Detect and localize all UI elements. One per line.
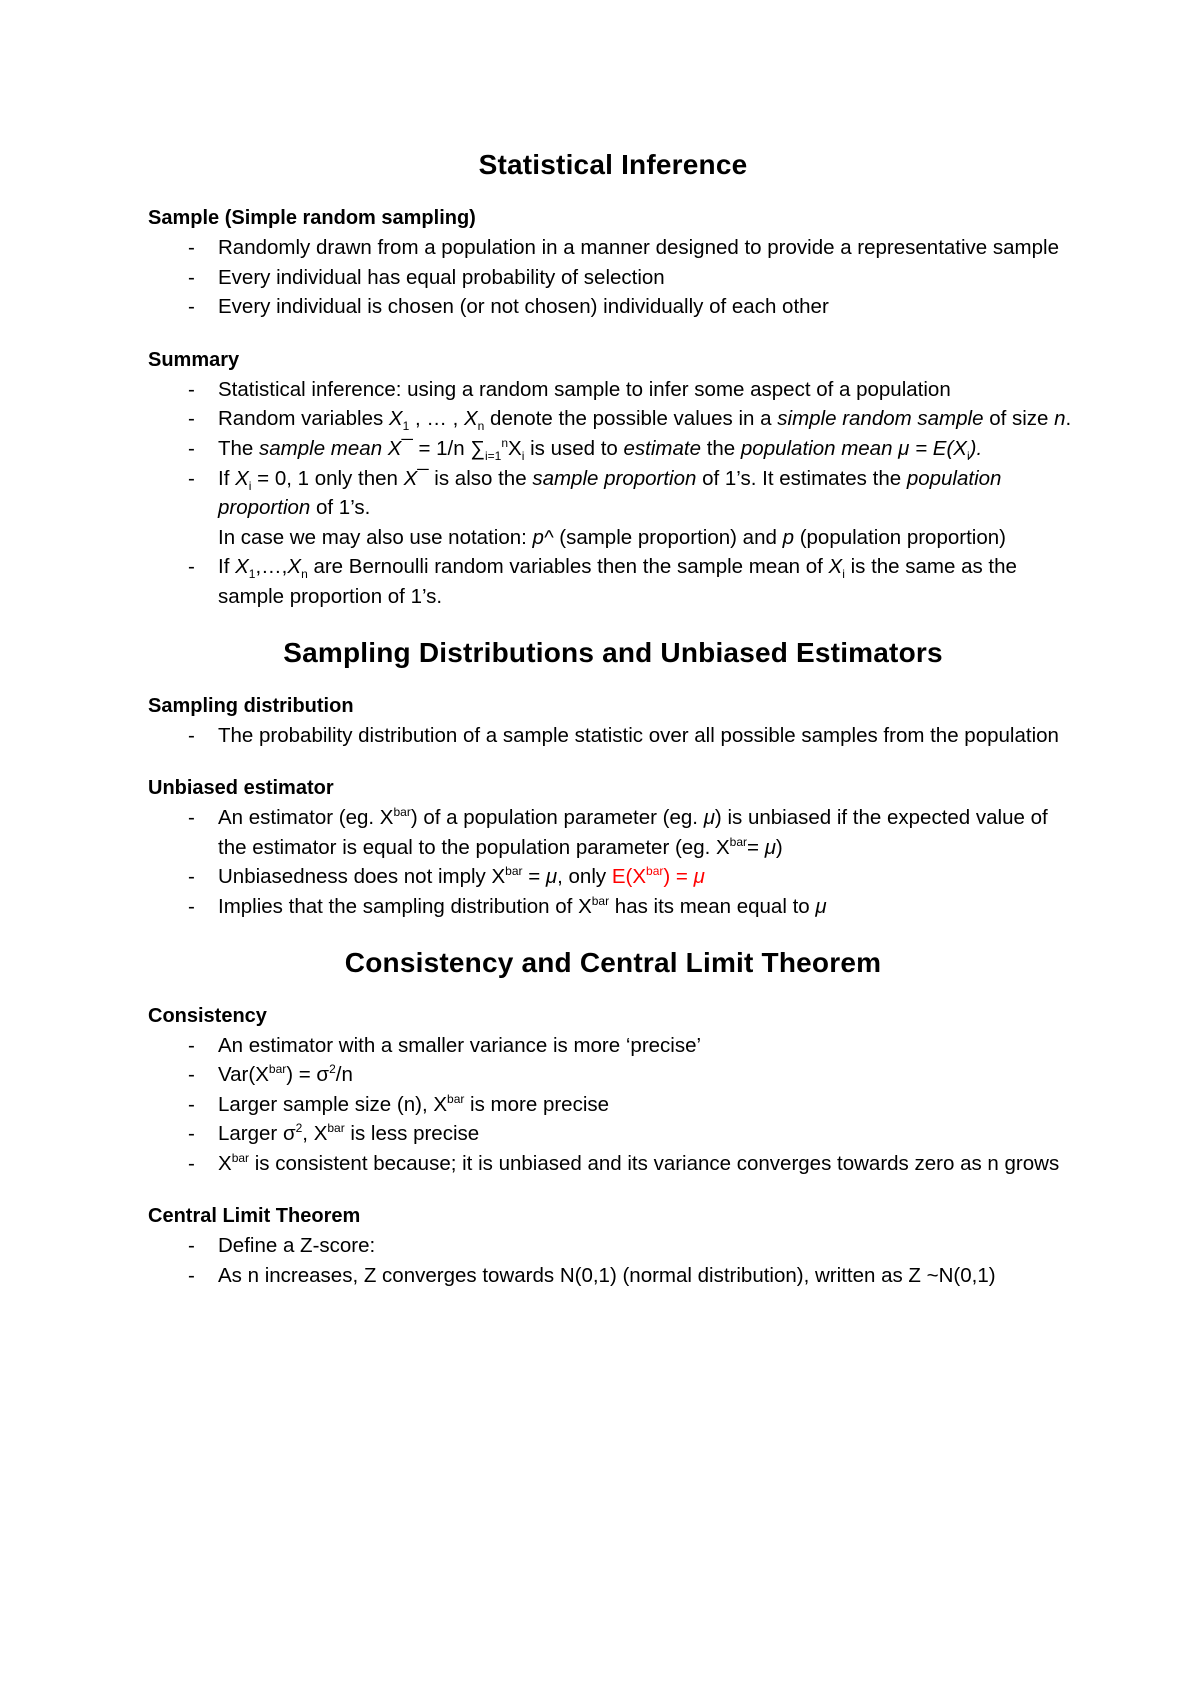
list-summary bbox=[148, 375, 1078, 612]
heading-unbiased-estimator: Unbiased estimator bbox=[148, 777, 334, 800]
text-run: An estimator (eg. X bbox=[218, 806, 394, 830]
subscript: i bbox=[966, 449, 970, 464]
superscript: bar bbox=[231, 1151, 250, 1166]
text-run: X bbox=[218, 1151, 232, 1175]
list-consistency bbox=[148, 1031, 1078, 1179]
list-item bbox=[148, 434, 1078, 464]
text-run: In case we may also use notation: bbox=[218, 525, 533, 549]
math-var: X bbox=[235, 466, 249, 490]
math-var: p^ bbox=[532, 525, 554, 549]
emphasis: population proportion bbox=[218, 466, 1002, 520]
text-run: is more precise bbox=[464, 1092, 610, 1116]
math-var: μ bbox=[693, 865, 705, 889]
text-run: (sample proportion) and bbox=[553, 525, 783, 549]
list-item bbox=[148, 1149, 1078, 1179]
math-var: X bbox=[828, 555, 843, 579]
highlight-text: E(X bbox=[611, 865, 647, 889]
subscript: i bbox=[248, 478, 252, 493]
subscript: n bbox=[477, 419, 485, 434]
list-item bbox=[148, 1060, 1078, 1090]
math-var: X bbox=[287, 555, 302, 579]
text-run: , only bbox=[557, 865, 612, 889]
text-run: has its mean equal to bbox=[609, 894, 816, 918]
math-var: μ bbox=[764, 835, 776, 859]
emphasis: ). bbox=[969, 436, 983, 460]
title-consistency-clt: Consistency and Central Limit Theorem bbox=[344, 946, 882, 978]
text-run: = bbox=[522, 865, 546, 889]
list-unbiased-estimator bbox=[148, 803, 1078, 921]
emphasis: sample mean X bbox=[259, 436, 402, 460]
list-item: - As n increases, Z converges towards N(0,1) (normal distribution), written as Z ~N(0,1) bbox=[148, 1261, 1078, 1291]
text-run: Larger σ bbox=[218, 1122, 296, 1146]
text-run: If bbox=[218, 555, 236, 579]
text-run: of size bbox=[983, 407, 1055, 431]
text-run: is also the bbox=[428, 466, 533, 490]
text-run: is used to bbox=[524, 436, 624, 460]
subscript: i bbox=[521, 449, 525, 464]
math-var: X bbox=[388, 407, 403, 431]
text-run: = 1/n ∑ bbox=[412, 436, 485, 460]
math-var: X bbox=[235, 555, 249, 579]
text-run: /n bbox=[335, 1063, 353, 1087]
list-item bbox=[148, 1119, 1078, 1149]
superscript: bar bbox=[646, 864, 664, 879]
math-var: μ bbox=[703, 806, 715, 830]
math-var: n bbox=[1054, 407, 1066, 431]
text-run: denote the possible values in a bbox=[484, 407, 778, 431]
list-item bbox=[148, 862, 1078, 892]
text-run: ) of a population parameter (eg. bbox=[410, 806, 704, 830]
math-var: μ bbox=[545, 865, 558, 889]
text-run: ) bbox=[775, 835, 783, 859]
text-run: of 1’s. It estimates the bbox=[696, 466, 907, 490]
list-item: - Randomly drawn from a population in a manner designed to provide a representative sample bbox=[148, 233, 1078, 263]
list-item: - Every individual is chosen (or not chosen) individually of each other bbox=[148, 292, 1078, 322]
text-run: Var(X bbox=[218, 1063, 269, 1087]
superscript: 2 bbox=[295, 1121, 303, 1136]
text-run: of 1’s. bbox=[310, 496, 371, 520]
emphasis: population mean μ = E(X bbox=[740, 436, 967, 460]
text-run: X bbox=[508, 436, 522, 460]
superscript: bar bbox=[327, 1121, 345, 1136]
heading-sampling-distribution: Sampling distribution bbox=[148, 694, 354, 717]
math-var: μ bbox=[815, 894, 827, 918]
text-run: Implies that the sampling distribution of X bbox=[218, 894, 592, 918]
superscript: n bbox=[501, 436, 509, 451]
text-run: If bbox=[218, 466, 236, 490]
heading-central-limit-theorem: Central Limit Theorem bbox=[148, 1205, 361, 1228]
text-run: ,…, bbox=[255, 555, 288, 579]
emphasis: simple random sample bbox=[777, 407, 984, 431]
math-var: p bbox=[782, 525, 794, 549]
text-run: ) is unbiased if the expected value of the estimator is equal to the population parameter (eg. X bbox=[218, 806, 1048, 859]
text-run: the bbox=[701, 436, 741, 460]
superscript: bar bbox=[447, 1091, 465, 1106]
list-item: - Define a Z-score: bbox=[148, 1231, 1078, 1261]
superscript: bar bbox=[729, 834, 748, 849]
list-item: - An estimator with a smaller variance is more ‘precise’ bbox=[148, 1031, 1078, 1061]
list-sample bbox=[148, 233, 1078, 322]
superscript: bar bbox=[393, 805, 411, 820]
math-var: X¯ bbox=[403, 466, 429, 490]
text-run: (population proportion) bbox=[794, 525, 1006, 549]
text-run: Larger sample size (n), X bbox=[218, 1092, 448, 1116]
list-item bbox=[148, 1090, 1078, 1120]
text-run: Random variables bbox=[218, 407, 389, 431]
emphasis: ¯ bbox=[401, 436, 413, 460]
subscript: n bbox=[301, 567, 308, 582]
superscript: bar bbox=[268, 1062, 287, 1077]
subscript: 1 bbox=[248, 567, 256, 582]
text-run: , … , bbox=[409, 407, 464, 431]
text-run: , X bbox=[302, 1122, 328, 1146]
list-item: - Statistical inference: using a random sample to infer some aspect of a population bbox=[148, 375, 1078, 405]
math-var: X bbox=[463, 407, 478, 431]
emphasis: estimate bbox=[623, 436, 701, 460]
subscript: i bbox=[842, 567, 845, 582]
list-item bbox=[148, 803, 1078, 862]
list-central-limit-theorem bbox=[148, 1231, 1078, 1290]
text-run: Unbiasedness does not imply X bbox=[218, 865, 506, 889]
text-run: ) = σ bbox=[286, 1063, 330, 1087]
heading-summary: Summary bbox=[148, 348, 240, 371]
text-run: The bbox=[218, 436, 260, 460]
text-run: . bbox=[1065, 407, 1072, 431]
list-item bbox=[148, 892, 1078, 922]
subscript: i=1 bbox=[484, 449, 502, 464]
list-item: - The probability distribution of a sample statistic over all possible samples from the population bbox=[148, 721, 1078, 751]
text-run: = 0, 1 only then bbox=[251, 466, 404, 490]
emphasis: sample proportion bbox=[532, 466, 697, 490]
list-item bbox=[148, 552, 1078, 611]
subscript: 1 bbox=[402, 419, 410, 434]
text-run: are Bernoulli random variables then the sample mean of bbox=[307, 555, 829, 579]
list-item bbox=[148, 404, 1078, 434]
superscript: 2 bbox=[329, 1062, 336, 1077]
title-sampling-distributions: Sampling Distributions and Unbiased Estimators bbox=[283, 636, 943, 668]
text-run: is the same as the sample proportion of 1’s. bbox=[218, 555, 1017, 608]
superscript: bar bbox=[591, 894, 610, 909]
superscript: bar bbox=[505, 864, 523, 879]
heading-sample: Sample (Simple random sampling) bbox=[148, 207, 476, 229]
highlight-text: ) = bbox=[663, 865, 694, 889]
list-item: - Every individual has equal probability of selection bbox=[148, 263, 1078, 293]
text-run: = bbox=[747, 835, 765, 859]
document-content bbox=[148, 148, 1078, 1291]
heading-consistency: Consistency bbox=[148, 1004, 267, 1027]
text-run: is consistent because; it is unbiased and its variance converges towards zero as n grows bbox=[249, 1151, 1060, 1175]
text-run: is less precise bbox=[344, 1122, 480, 1146]
list-sampling-distribution bbox=[148, 721, 1078, 751]
title-statistical-inference: Statistical Inference bbox=[478, 149, 748, 180]
list-item bbox=[148, 464, 1078, 553]
